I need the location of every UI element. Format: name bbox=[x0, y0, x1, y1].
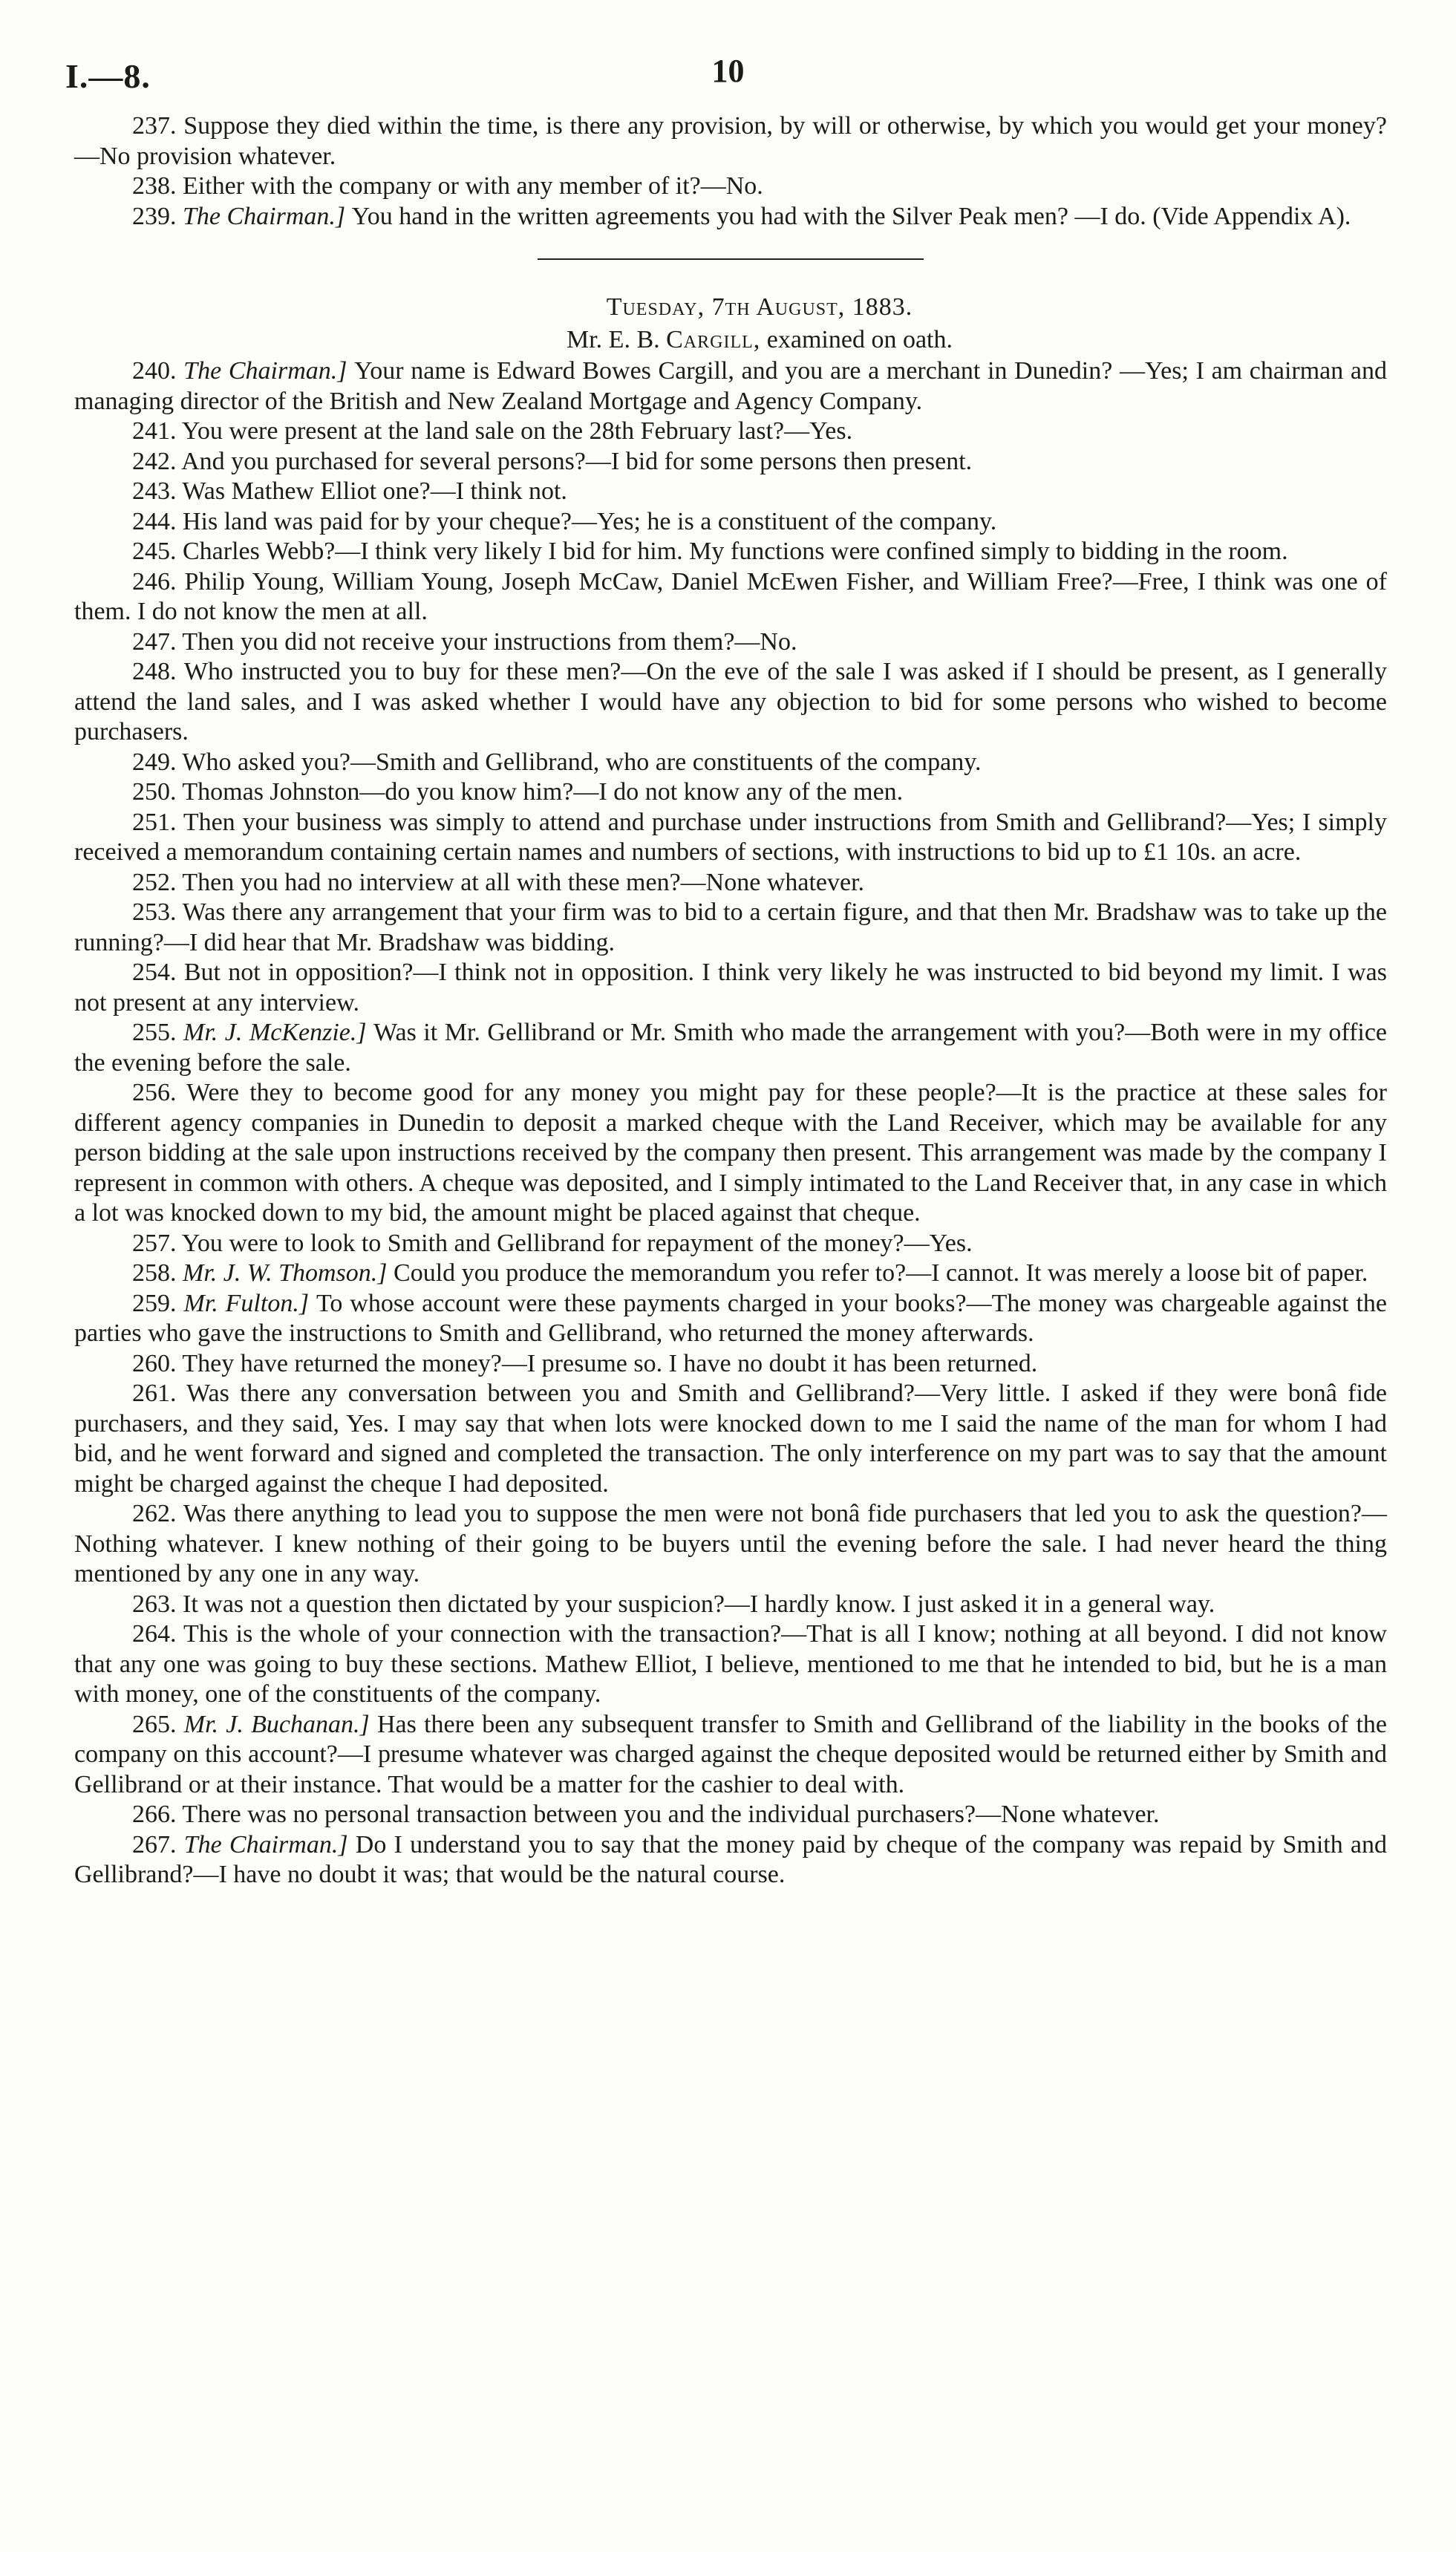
paragraph-text: 250. Thomas Johnston—do you know him?—I do not know any of the men. bbox=[132, 778, 904, 806]
paragraph-text: Could you produce the memorandum you refer to?—I cannot. It was merely a loose bit of paper. bbox=[394, 1259, 1368, 1287]
speaker-name: Mr. J. Buchanan.] bbox=[183, 1710, 377, 1738]
witness-name: Cargill, bbox=[666, 326, 761, 353]
testimony-paragraph bbox=[74, 898, 1387, 958]
testimony-paragraph bbox=[74, 1349, 1387, 1380]
paragraph-text: 241. You were present at the land sale on the 28th February last?—Yes. bbox=[132, 417, 853, 445]
paragraph-text: 251. Then your business was simply to attend and purchase under instructions from Smith and Gellibrand?—Yes; I simply received a memorandum containing certain names and numbers of sections, with instructions to bid up to £1 10s. an acre. bbox=[74, 808, 1387, 866]
question-number: 267. bbox=[132, 1830, 184, 1858]
testimony-paragraph bbox=[74, 1229, 1387, 1259]
testimony-paragraph bbox=[74, 1619, 1387, 1710]
testimony-paragraph bbox=[74, 1078, 1387, 1229]
document-reference: I.—8. bbox=[65, 57, 151, 95]
speaker-name: Mr. J. W. Thomson.] bbox=[183, 1259, 394, 1287]
testimony-paragraph bbox=[74, 657, 1387, 748]
testimony-paragraph bbox=[74, 1018, 1387, 1078]
paragraph-text: 242. And you purchased for several persons?—I bid for some persons then present. bbox=[132, 447, 973, 475]
paragraph-text: To whose account were these payments charged in your books?—The money was chargeable against the parties who gave the instructions to Smith and Gellibrand, who returned the money afterwards. bbox=[74, 1289, 1388, 1347]
paragraph-text: 247. Then you did not receive your instructions from them?—No. bbox=[132, 627, 797, 656]
paragraph-text: 246. Philip Young, William Young, Joseph McCaw, Daniel McEwen Fisher, and William Free?—Free, I think was one of them. I do not know the men at all. bbox=[74, 567, 1387, 625]
testimony-paragraph bbox=[74, 507, 1387, 538]
testimony-paragraph bbox=[74, 748, 1387, 778]
paragraph-text: 256. Were they to become good for any money you might pay for these people?—It is the practice at these sales for different agency companies in Dunedin to deposit a marked cheque with the Land Receiver, which may be available for any person bidding at the sale upon instructions received by the company then present. This arrangement was made by the company I represent in common with others. A cheque was deposited, and I simply intimated to the Land Receiver that, in any case in which a lot was knocked down to my bid, the amount might be placed against that cheque. bbox=[74, 1079, 1387, 1227]
paragraph-text: 248. Who instructed you to buy for these men?—On the eve of the sale I was asked if I should be present, as I generally attend the land sales, and I was asked whether I would have any objection to bid for some persons who wished to become purchasers. bbox=[74, 658, 1387, 745]
question-number: 240. bbox=[132, 357, 184, 385]
page-body bbox=[74, 111, 1387, 1890]
testimony-paragraph bbox=[74, 567, 1387, 627]
page-number: 10 bbox=[711, 53, 745, 89]
question-number: 255. bbox=[132, 1019, 184, 1046]
paragraph-text: 252. Then you had no interview at all with these men?—None whatever. bbox=[132, 868, 865, 896]
testimony bbox=[74, 356, 1387, 1890]
paragraph-text: 257. You were to look to Smith and Gellibrand for repayment of the money?—Yes. bbox=[132, 1229, 973, 1257]
paragraph-text: Has there been any subsequent transfer to Smith and Gellibrand of the liability in the books of the company on this account?—I presume whatever was charged against the cheque deposited would be returned either by Smith and Gellibrand or at their instance. That would be a matter for the cashier to deal with. bbox=[74, 1710, 1388, 1798]
testimony-paragraph bbox=[74, 1710, 1387, 1801]
paragraph-text: 253. Was there any arrangement that your firm was to bid to a certain figure, and that then Mr. Bradshaw was to take up the running?—I did hear that Mr. Bradshaw was bidding. bbox=[74, 898, 1387, 956]
paragraph-text: You hand in the written agreements you had with the Silver Peak men? —I do. (Vide Appendix A). bbox=[351, 202, 1351, 230]
paragraph-text: 254. But not in opposition?—I think not in opposition. I think very likely he was instructed to bid beyond my limit. I was not present at any interview. bbox=[74, 959, 1387, 1016]
testimony-paragraph bbox=[74, 537, 1387, 567]
speaker-name: Mr. Fulton.] bbox=[183, 1289, 316, 1317]
section-divider bbox=[538, 258, 924, 260]
testimony-paragraph bbox=[74, 808, 1387, 868]
speaker-name: Mr. J. McKenzie.] bbox=[183, 1019, 374, 1046]
testimony-paragraph bbox=[74, 1289, 1387, 1349]
paragraph-text: 249. Who asked you?—Smith and Gellibrand, who are constituents of the company. bbox=[132, 748, 982, 776]
testimony-paragraph bbox=[74, 1259, 1387, 1289]
paragraph-text: 262. Was there anything to lead you to suppose the men were not bonâ fide purchasers that led you to ask the question?—Nothing whatever. I knew nothing of their going to be buyers until the evening before the sale. I had never heard the thing mentioned by any one in any way. bbox=[74, 1500, 1387, 1587]
session-date: Tuesday, 7th August, 1883. bbox=[606, 293, 913, 321]
testimony-paragraph bbox=[74, 1379, 1387, 1499]
paragraph-text: 245. Charles Webb?—I think very likely I bid for him. My functions were confined simply to bidding in the room. bbox=[132, 538, 1288, 565]
testimony-paragraph bbox=[74, 111, 1387, 172]
testimony-paragraph bbox=[74, 202, 1387, 232]
paragraph-text: 266. There was no personal transaction between you and the individual purchasers?—None whatever. bbox=[132, 1801, 1160, 1828]
witness-suffix: examined on oath. bbox=[766, 326, 953, 353]
testimony-paragraph bbox=[74, 1590, 1387, 1620]
paragraph-text: Your name is Edward Bowes Cargill, and you are a merchant in Dunedin? —Yes; I am chairman and managing director of the British and New Zealand Mortgage and Agency Company. bbox=[74, 357, 1388, 415]
paragraph-text: Do I understand you to say that the money paid by cheque of the company was repaid by Smith and Gellibrand?—I have no doubt it was; that would be the natural course. bbox=[74, 1830, 1388, 1888]
testimony-paragraph bbox=[74, 172, 1387, 202]
testimony-paragraph bbox=[74, 1830, 1387, 1890]
paragraph-text: 264. This is the whole of your connection with the transaction?—That is all I know; nothing at all beyond. I did not know that any one was going to buy these sections. Mathew Elliot, I believe, mentioned to me that he intended to bid, but he is a man with money, one of the constituents of the company. bbox=[74, 1620, 1387, 1708]
testimony-paragraph bbox=[74, 417, 1387, 447]
continued-testimony bbox=[74, 111, 1387, 232]
paragraph-text: 263. It was not a question then dictated by your suspicion?—I hardly know. I just asked it in a general way. bbox=[132, 1590, 1215, 1618]
speaker-name: The Chairman.] bbox=[183, 357, 355, 385]
testimony-paragraph bbox=[74, 958, 1387, 1018]
paragraph-text: 238. Either with the company or with any member of it?—No. bbox=[132, 172, 763, 200]
testimony-paragraph bbox=[74, 627, 1387, 658]
paragraph-text: 261. Was there any conversation between you and Smith and Gellibrand?—Very little. I asked if they were bonâ fide purchasers, and they said, Yes. I may say that when lots were knocked down to me I said the name of the man for whom I had bid, and he went forward and signed and completed the transaction. The only interference on my part was to say that the amount might be charged against the cheque I had deposited. bbox=[74, 1380, 1387, 1498]
speaker-name: The Chairman.] bbox=[183, 202, 352, 230]
paragraph-text: Was it Mr. Gellibrand or Mr. Smith who made the arrangement with you?—Both were in my office the evening before the sale. bbox=[74, 1019, 1388, 1077]
testimony-paragraph bbox=[74, 447, 1387, 477]
question-number: 258. bbox=[132, 1259, 183, 1287]
question-number: 265. bbox=[132, 1710, 184, 1738]
question-number: 239. bbox=[132, 202, 183, 230]
paragraph-text: 243. Was Mathew Elliot one?—I think not. bbox=[132, 477, 567, 505]
paragraph-text: 260. They have returned the money?—I presume so. I have no doubt it has been returned. bbox=[132, 1349, 1038, 1377]
question-number: 259. bbox=[132, 1289, 184, 1317]
paragraph-text: 244. His land was paid for by your cheque?—Yes; he is a constituent of the company. bbox=[132, 507, 997, 535]
testimony-paragraph bbox=[74, 777, 1387, 808]
witness-heading bbox=[74, 324, 1387, 356]
paragraph-text: 237. Suppose they died within the time, is there any provision, by will or otherwise, by which you would get your money?—No provision whatever. bbox=[74, 112, 1387, 170]
witness-prefix: Mr. E. B. bbox=[567, 326, 660, 353]
testimony-paragraph bbox=[74, 868, 1387, 898]
testimony-paragraph bbox=[74, 477, 1387, 507]
testimony-paragraph bbox=[74, 1499, 1387, 1590]
testimony-paragraph bbox=[74, 1800, 1387, 1830]
testimony-paragraph bbox=[74, 356, 1387, 417]
speaker-name: The Chairman.] bbox=[183, 1830, 356, 1858]
